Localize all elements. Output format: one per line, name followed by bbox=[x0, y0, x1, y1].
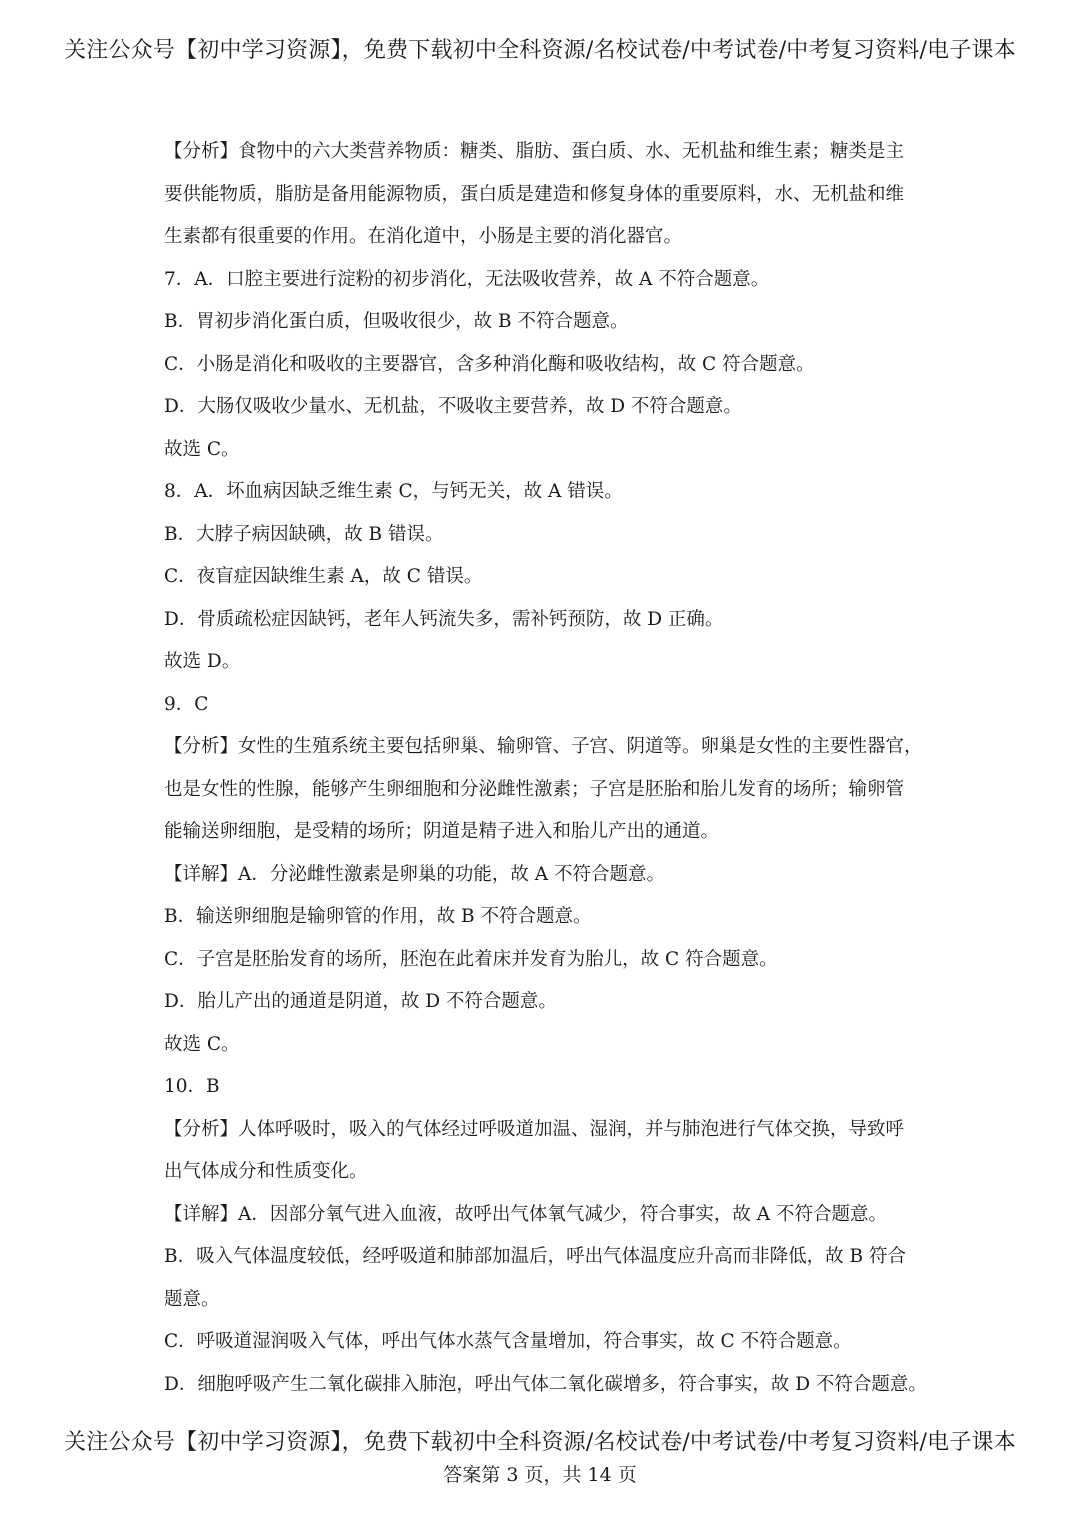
text-line: 生素都有很重要的作用。在消化道中，小肠是主要的消化器官。 bbox=[164, 226, 683, 247]
text-line: 【分析】食物中的六大类营养物质：糖类、脂肪、蛋白质、水、无机盐和维生素；糖类是主 bbox=[164, 141, 905, 162]
text-line: C．子宫是胚胎发育的场所，胚泡在此着床并发育为胎儿，故 C 符合题意。 bbox=[164, 948, 778, 970]
text-line: 9．C bbox=[164, 693, 209, 715]
text-line: C．呼吸道湿润吸入气体，呼出气体水蒸气含量增加，符合事实，故 C 不符合题意。 bbox=[164, 1331, 852, 1352]
text-line: D．细胞呼吸产生二氧化碳排入肺泡，呼出气体二氧化碳增多，符合事实，故 D 不符合题意。 bbox=[164, 1373, 927, 1395]
text-line: B．大脖子病因缺碘，故 B 错误。 bbox=[164, 523, 444, 545]
text-line: 【详解】A．因部分氧气进入血液，故呼出气体氧气减少，符合事实，故 A 不符合题意。 bbox=[164, 1203, 887, 1225]
text-line: 【详解】A．分泌雌性激素是卵巢的功能，故 A 不符合题意。 bbox=[164, 863, 665, 885]
text-line: 故选 C。 bbox=[164, 438, 240, 460]
text-line: B．吸入气体温度较低，经呼吸道和肺部加温后，呼出气体温度应升高而非降低，故 B 符合 bbox=[164, 1246, 906, 1267]
text-line: C．夜盲症因缺维生素 A，故 C 错误。 bbox=[164, 566, 483, 587]
footer-banner: 关注公众号【初中学习资源】，免费下载初中全科资源/名校试卷/中考试卷/中考复习资料/电子课本 bbox=[64, 1430, 1016, 1455]
text-line: 要供能物质，脂肪是备用能源物质，蛋白质是建造和修复身体的重要原料，水、无机盐和维 bbox=[164, 183, 905, 205]
header-banner: 关注公众号【初中学习资源】，免费下载初中全科资源/名校试卷/中考试卷/中考复习资料/电子课本 bbox=[64, 38, 1016, 63]
text-line: 8．A．坏血病因缺乏维生素 C，与钙无关，故 A 错误。 bbox=[164, 481, 623, 502]
text-line: 10．B bbox=[164, 1076, 220, 1097]
page-number: 答案第 3 页，共 14 页 bbox=[443, 1464, 637, 1486]
text-line: 能输送卵细胞，是受精的场所；阴道是精子进入和胎儿产出的通道。 bbox=[164, 821, 720, 842]
text-line: 【分析】人体呼吸时，吸入的气体经过呼吸道加温、湿润，并与肺泡进行气体交换，导致呼 bbox=[164, 1118, 905, 1140]
text-line: D．大肠仅吸收少量水、无机盐，不吸收主要营养，故 D 不符合题意。 bbox=[164, 396, 742, 417]
text-line: D．骨质疏松症因缺钙，老年人钙流失多，需补钙预防，故 D 正确。 bbox=[164, 608, 724, 630]
text-line: C．小肠是消化和吸收的主要器官，含多种消化酶和吸收结构，故 C 符合题意。 bbox=[164, 353, 815, 375]
text-line: 题意。 bbox=[164, 1288, 220, 1310]
text-line: B．胃初步消化蛋白质，但吸收很少，故 B 不符合题意。 bbox=[164, 311, 629, 332]
answer-content bbox=[164, 131, 934, 1406]
text-line: 7．A．口腔主要进行淀粉的初步消化，无法吸收营养，故 A 不符合题意。 bbox=[164, 268, 770, 290]
text-line: D．胎儿产出的通道是阴道，故 D 不符合题意。 bbox=[164, 991, 557, 1012]
text-line: 故选 C。 bbox=[164, 1033, 240, 1055]
text-line: 也是女性的性腺，能够产生卵细胞和分泌雌性激素；子宫是胚胎和胎儿发育的场所；输卵管 bbox=[164, 778, 905, 800]
text-line: 【分析】女性的生殖系统主要包括卵巢、输卵管、子宫、阴道等。卵巢是女性的主要性器官， bbox=[164, 736, 923, 757]
text-line: B．输送卵细胞是输卵管的作用，故 B 不符合题意。 bbox=[164, 906, 592, 927]
text-line: 出气体成分和性质变化。 bbox=[164, 1161, 368, 1182]
text-line: 故选 D。 bbox=[164, 651, 241, 672]
